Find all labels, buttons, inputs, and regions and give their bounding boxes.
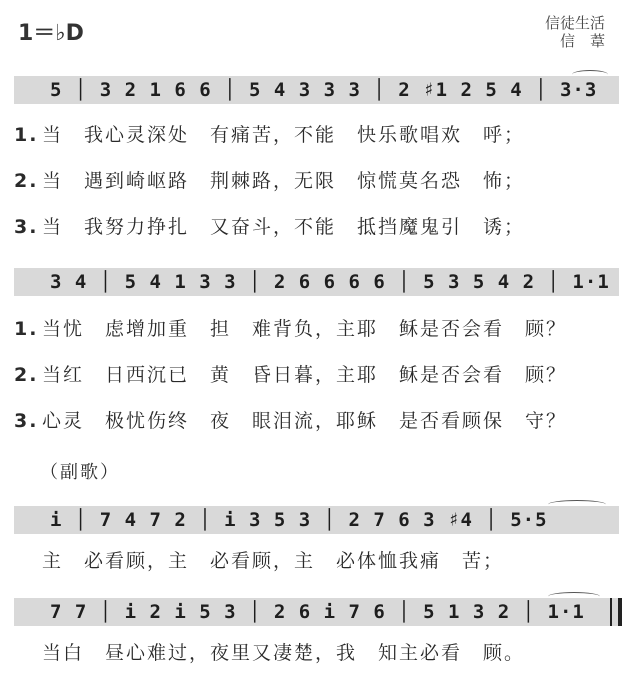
final-barline: [610, 598, 622, 626]
chorus-lyric-line-2: 当白 昼心难过，夜里又凄楚，我 知主必看 顾。: [42, 642, 526, 664]
lyric-text: 当忧 虑增加重 担 难背负，主耶 稣是否会看 顾？: [42, 318, 568, 340]
lyric-text: 心灵 极忧伤终 夜 眼泪流，耶稣 是否看顾保 守？: [42, 410, 568, 432]
verse-number: 3.: [14, 216, 39, 238]
lyric-line-verse-2a: [14, 168, 525, 194]
verse-number: 1.: [14, 124, 39, 146]
lyric-line-verse-1a: [14, 122, 525, 148]
author-label: 信 葦: [559, 32, 605, 50]
lyric-text: 当 我心灵深处 有痛苦，不能 快乐歌唱欢 呼；: [42, 124, 526, 146]
attribution: [545, 14, 605, 50]
lyric-line-verse-3b: [14, 408, 567, 434]
lyric-line-verse-3a: [14, 214, 525, 240]
verse-number: 2.: [14, 170, 39, 192]
chorus-title: （副歌）: [40, 462, 120, 483]
verse-number: 2.: [14, 364, 39, 386]
chorus-notes-line-2: 7 7 │ i 2 i 5 3 │ 2 6 i 7 6 │ 5 1 3 2 │ 1·1: [14, 598, 619, 626]
verse-notes-line-2: 3 4 │ 5 4 1 3 3 │ 2 6 6 6 6 │ 5 3 5 4 2 │ 1·1: [14, 268, 619, 296]
verse-number: 1.: [14, 318, 39, 340]
tie-arc: [548, 592, 600, 601]
lyric-text: 当红 日西沉已 黄 昏日暮，主耶 稣是否会看 顾？: [42, 364, 568, 386]
tie-arc: [572, 70, 608, 79]
tie-arc: [548, 500, 606, 509]
verse-number: 3.: [14, 410, 39, 432]
key-signature: 1＝♭D: [18, 21, 84, 46]
lyric-text: 当 遇到崎岖路 荆棘路，无限 惊慌莫名恐 怖；: [42, 170, 526, 192]
verse-notes-line-1: 5 │ 3 2 1 6 6 │ 5 4 3 3 3 │ 2 ♯1 2 5 4 │ 3·3: [14, 76, 619, 104]
chorus-lyric-line-1: 主 必看顾，主 必看顾，主 必体恤我痛 苦；: [42, 550, 505, 572]
lyric-line-verse-2b: [14, 362, 567, 388]
lyric-line-verse-1b: [14, 316, 567, 342]
lyric-text: 当 我努力挣扎 又奋斗，不能 抵挡魔鬼引 诱；: [42, 216, 526, 238]
source-label: 信徒生活: [544, 14, 605, 32]
chorus-notes-line-1: i │ 7 4 7 2 │ i 3 5 3 │ 2 7 6 3 ♯4 │ 5·5: [14, 506, 619, 534]
